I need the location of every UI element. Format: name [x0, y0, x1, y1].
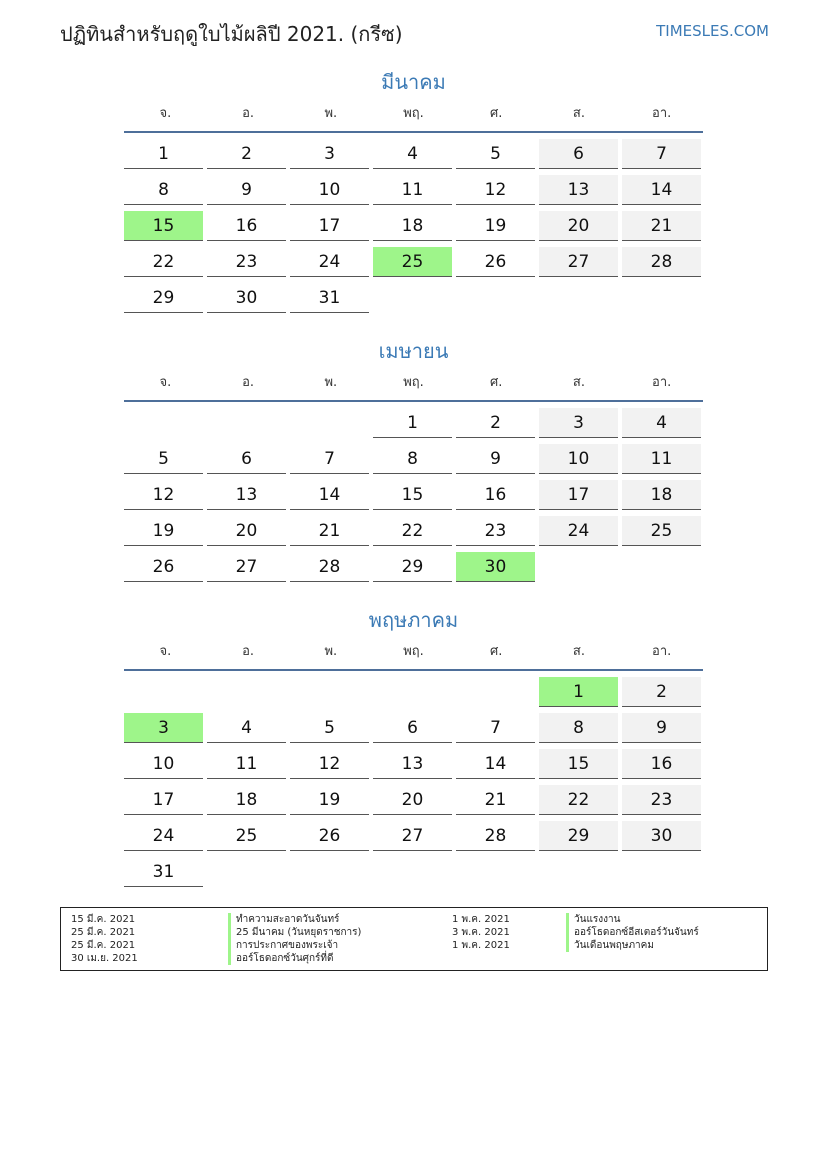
- week-row: [124, 711, 703, 747]
- month-title: เมษายน: [378, 339, 449, 363]
- day-cell: 17: [539, 480, 618, 510]
- day-cell: 4: [622, 408, 701, 438]
- day-cell: 17: [290, 211, 369, 241]
- empty-cell: [373, 283, 452, 313]
- legend-date: 25 มี.ค. 2021: [71, 927, 136, 938]
- holiday-legend: [60, 907, 768, 971]
- legend-date: 3 พ.ค. 2021: [452, 927, 510, 938]
- day-grid: [124, 406, 703, 586]
- day-cell: 29: [539, 821, 618, 851]
- day-cell: 21: [290, 516, 369, 546]
- day-cell: 12: [290, 749, 369, 779]
- day-cell: 10: [124, 749, 203, 779]
- weekday-label: ส.: [572, 106, 585, 121]
- weekday-label: ศ.: [490, 375, 503, 390]
- weekday-label: พ.: [324, 106, 338, 121]
- empty-cell: [290, 408, 369, 438]
- day-cell: 14: [290, 480, 369, 510]
- weekday-label: พฤ.: [403, 106, 424, 121]
- day-cell: 23: [207, 247, 286, 277]
- day-cell: 17: [124, 785, 203, 815]
- day-cell: 3: [124, 713, 203, 743]
- weekday-label: อ.: [242, 644, 255, 659]
- week-row: [124, 550, 703, 586]
- day-cell: 28: [456, 821, 535, 851]
- day-cell: 27: [207, 552, 286, 582]
- week-row: [124, 855, 703, 891]
- day-cell: 9: [456, 444, 535, 474]
- day-cell: 20: [373, 785, 452, 815]
- empty-cell: [290, 857, 369, 887]
- legend-date: 25 มี.ค. 2021: [71, 940, 136, 951]
- day-cell: 24: [539, 516, 618, 546]
- day-cell: 23: [456, 516, 535, 546]
- month-may: [124, 605, 703, 891]
- day-cell: 10: [539, 444, 618, 474]
- day-grid: [124, 137, 703, 317]
- day-cell: 31: [290, 283, 369, 313]
- weekday-label: พฤ.: [403, 375, 424, 390]
- day-cell: 19: [124, 516, 203, 546]
- day-cell: 5: [290, 713, 369, 743]
- day-cell: 26: [290, 821, 369, 851]
- empty-cell: [124, 408, 203, 438]
- legend-holiday-name: วันแรงงาน: [566, 913, 699, 926]
- week-row: [124, 137, 703, 173]
- legend-date: 1 พ.ค. 2021: [452, 914, 510, 925]
- day-cell: 11: [622, 444, 701, 474]
- week-row: [124, 173, 703, 209]
- month-march: [124, 67, 703, 317]
- day-cell: 8: [539, 713, 618, 743]
- day-cell: 29: [373, 552, 452, 582]
- empty-cell: [539, 552, 618, 582]
- week-row: [124, 245, 703, 281]
- day-cell: 14: [456, 749, 535, 779]
- week-row: [124, 209, 703, 245]
- empty-cell: [539, 857, 618, 887]
- week-row: [124, 819, 703, 855]
- day-cell: 11: [373, 175, 452, 205]
- empty-cell: [456, 283, 535, 313]
- legend-names-left: [228, 913, 361, 965]
- weekday-label: จ.: [159, 644, 172, 659]
- empty-cell: [207, 408, 286, 438]
- empty-cell: [124, 677, 203, 707]
- legend-holiday-name: วันเดือนพฤษภาคม: [566, 939, 699, 952]
- empty-cell: [207, 857, 286, 887]
- day-cell: 27: [373, 821, 452, 851]
- day-cell: 13: [539, 175, 618, 205]
- weekday-header: [124, 97, 703, 133]
- day-cell: 8: [373, 444, 452, 474]
- day-cell: 22: [124, 247, 203, 277]
- weekday-label: อ.: [242, 375, 255, 390]
- legend-holiday-name: ออร์โธดอกซ์วันศุกร์ที่ดี: [228, 952, 361, 965]
- day-cell: 31: [124, 857, 203, 887]
- day-cell: 25: [373, 247, 452, 277]
- weekday-label: ศ.: [490, 106, 503, 121]
- day-cell: 30: [456, 552, 535, 582]
- legend-dates-right: [452, 913, 510, 952]
- weekday-label: ส.: [572, 644, 585, 659]
- day-cell: 28: [622, 247, 701, 277]
- day-cell: 16: [622, 749, 701, 779]
- day-cell: 1: [373, 408, 452, 438]
- day-cell: 26: [124, 552, 203, 582]
- day-cell: 19: [290, 785, 369, 815]
- week-row: [124, 783, 703, 819]
- week-row: [124, 281, 703, 317]
- legend-holiday-name: ออร์โธดอกซ์อีสเตอร์วันจันทร์: [566, 926, 699, 939]
- day-cell: 9: [207, 175, 286, 205]
- weekday-label: อา.: [652, 106, 672, 121]
- day-cell: 4: [373, 139, 452, 169]
- empty-cell: [456, 857, 535, 887]
- day-cell: 14: [622, 175, 701, 205]
- weekday-label: จ.: [159, 106, 172, 121]
- brand-link[interactable]: TIMESLES.COM: [656, 22, 769, 40]
- weekday-header: [124, 635, 703, 671]
- day-cell: 15: [373, 480, 452, 510]
- weekday-label: จ.: [159, 375, 172, 390]
- day-cell: 26: [456, 247, 535, 277]
- day-cell: 22: [373, 516, 452, 546]
- day-cell: 15: [124, 211, 203, 241]
- week-row: [124, 675, 703, 711]
- day-cell: 18: [207, 785, 286, 815]
- day-cell: 16: [456, 480, 535, 510]
- week-row: [124, 514, 703, 550]
- day-cell: 30: [207, 283, 286, 313]
- weekday-label: พ.: [324, 375, 338, 390]
- day-grid: [124, 675, 703, 891]
- day-cell: 29: [124, 283, 203, 313]
- day-cell: 7: [456, 713, 535, 743]
- week-row: [124, 406, 703, 442]
- day-cell: 7: [622, 139, 701, 169]
- empty-cell: [456, 677, 535, 707]
- day-cell: 6: [373, 713, 452, 743]
- day-cell: 23: [622, 785, 701, 815]
- day-cell: 7: [290, 444, 369, 474]
- day-cell: 18: [373, 211, 452, 241]
- day-cell: 5: [456, 139, 535, 169]
- day-cell: 1: [539, 677, 618, 707]
- legend-holiday-name: ทำความสะอาดวันจันทร์: [228, 913, 361, 926]
- day-cell: 30: [622, 821, 701, 851]
- day-cell: 4: [207, 713, 286, 743]
- day-cell: 12: [124, 480, 203, 510]
- week-row: [124, 478, 703, 514]
- day-cell: 10: [290, 175, 369, 205]
- day-cell: 20: [539, 211, 618, 241]
- legend-dates-left: [71, 913, 138, 965]
- day-cell: 3: [290, 139, 369, 169]
- empty-cell: [622, 857, 701, 887]
- day-cell: 9: [622, 713, 701, 743]
- empty-cell: [207, 677, 286, 707]
- day-cell: 21: [622, 211, 701, 241]
- day-cell: 11: [207, 749, 286, 779]
- day-cell: 6: [207, 444, 286, 474]
- day-cell: 19: [456, 211, 535, 241]
- legend-date: 30 เม.ย. 2021: [71, 953, 138, 964]
- week-row: [124, 442, 703, 478]
- empty-cell: [373, 677, 452, 707]
- day-cell: 25: [207, 821, 286, 851]
- day-cell: 22: [539, 785, 618, 815]
- day-cell: 2: [456, 408, 535, 438]
- day-cell: 20: [207, 516, 286, 546]
- weekday-label: ศ.: [490, 644, 503, 659]
- day-cell: 13: [207, 480, 286, 510]
- day-cell: 25: [622, 516, 701, 546]
- week-row: [124, 747, 703, 783]
- weekday-label: พฤ.: [403, 644, 424, 659]
- legend-holiday-name: การประกาศของพระเจ้า: [228, 939, 361, 952]
- legend-holiday-name: 25 มีนาคม (วันหยุดราชการ): [228, 926, 361, 939]
- empty-cell: [622, 283, 701, 313]
- day-cell: 13: [373, 749, 452, 779]
- day-cell: 1: [124, 139, 203, 169]
- day-cell: 24: [124, 821, 203, 851]
- legend-names-right: [566, 913, 699, 952]
- day-cell: 28: [290, 552, 369, 582]
- month-title: พฤษภาคม: [368, 608, 459, 632]
- weekday-header: [124, 366, 703, 402]
- day-cell: 2: [622, 677, 701, 707]
- empty-cell: [373, 857, 452, 887]
- day-cell: 27: [539, 247, 618, 277]
- day-cell: 8: [124, 175, 203, 205]
- day-cell: 5: [124, 444, 203, 474]
- month-april: [124, 336, 703, 586]
- weekday-label: อา.: [652, 375, 672, 390]
- legend-date: 1 พ.ค. 2021: [452, 940, 510, 951]
- day-cell: 21: [456, 785, 535, 815]
- empty-cell: [539, 283, 618, 313]
- day-cell: 16: [207, 211, 286, 241]
- weekday-label: ส.: [572, 375, 585, 390]
- empty-cell: [622, 552, 701, 582]
- legend-date: 15 มี.ค. 2021: [71, 914, 136, 925]
- day-cell: 2: [207, 139, 286, 169]
- day-cell: 15: [539, 749, 618, 779]
- day-cell: 24: [290, 247, 369, 277]
- page-title: ปฏิทินสำหรับฤดูใบไม้ผลิปี 2021. (กรีซ): [60, 22, 403, 46]
- day-cell: 6: [539, 139, 618, 169]
- day-cell: 3: [539, 408, 618, 438]
- day-cell: 18: [622, 480, 701, 510]
- weekday-label: อ.: [242, 106, 255, 121]
- day-cell: 12: [456, 175, 535, 205]
- month-title: มีนาคม: [381, 70, 446, 94]
- weekday-label: อา.: [652, 644, 672, 659]
- empty-cell: [290, 677, 369, 707]
- weekday-label: พ.: [324, 644, 338, 659]
